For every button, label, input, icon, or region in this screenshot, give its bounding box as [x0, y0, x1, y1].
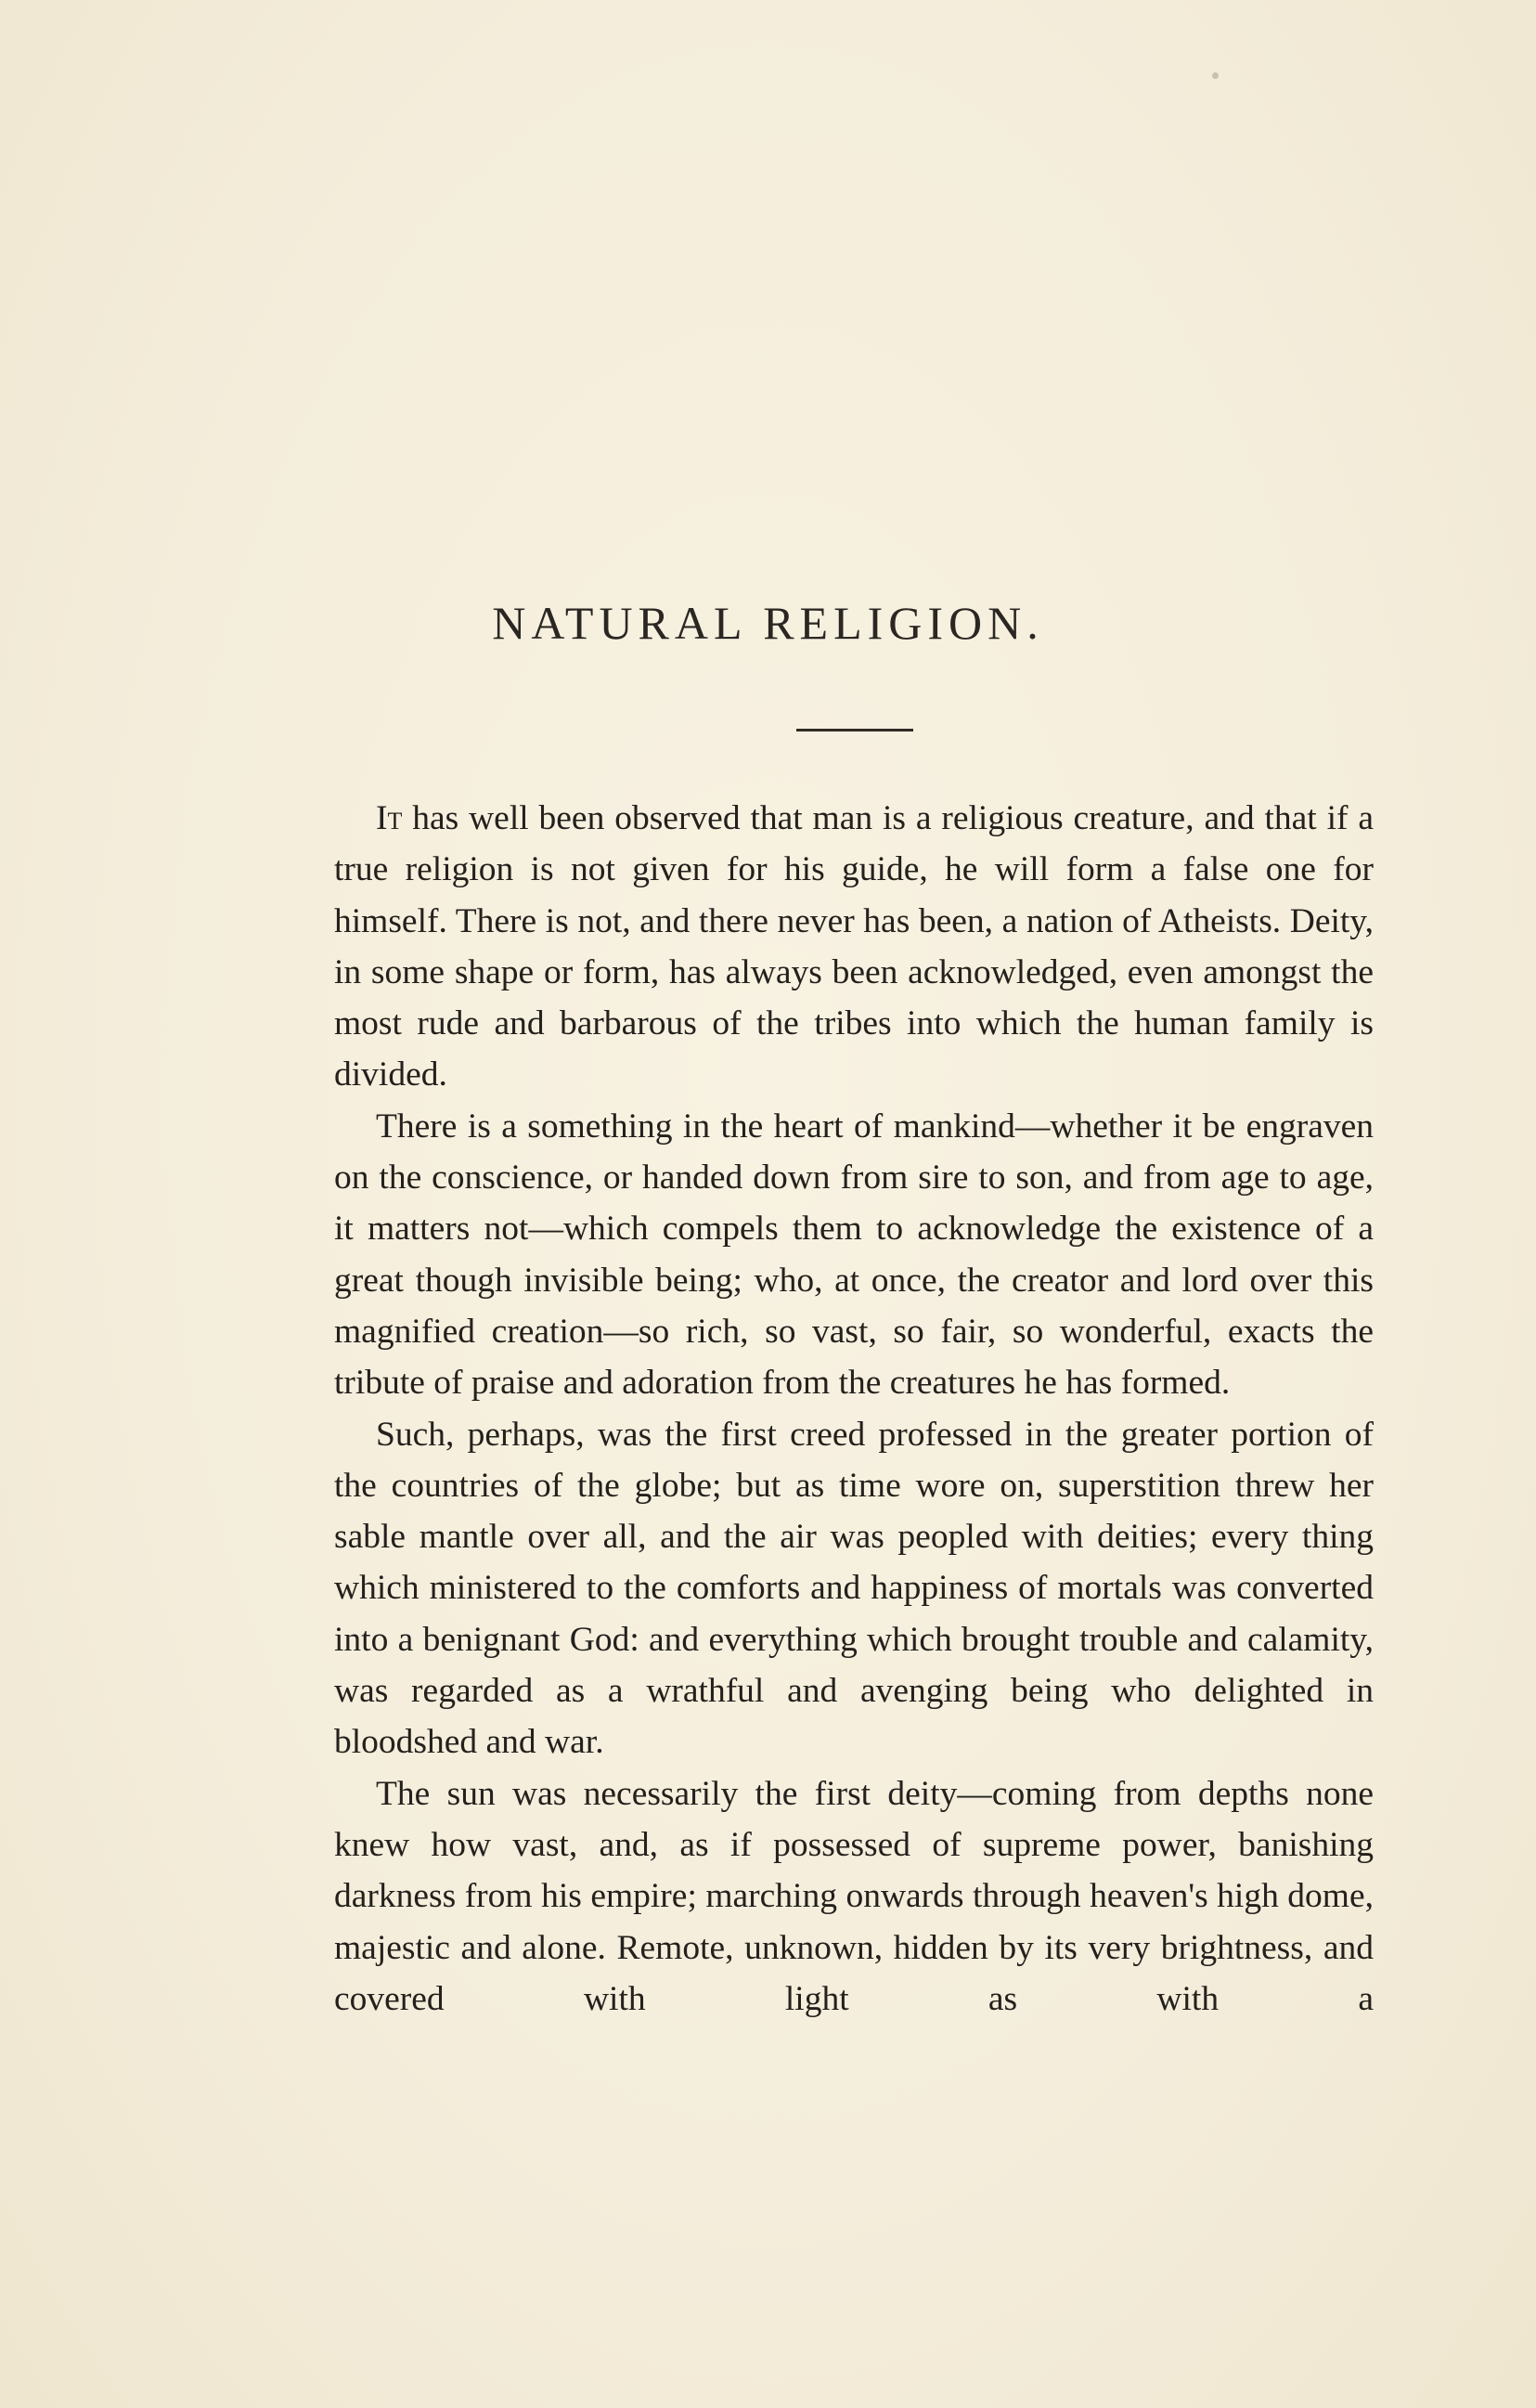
paragraph-3: Such, perhaps, was the first creed professed in the greater portion of the countries of the globe; but as time wore on, superstition threw her sable mantle over all, and the air was peopled with deities; every thing which ministered to the comforts and happiness of mortals was converted into a benignant God: and everything which brought trouble and calamity, was regarded as a wrathful and avenging being who delighted in bloodshed and war.: [334, 1415, 1374, 1762]
paper-speck: [1212, 72, 1219, 79]
paragraph-1-text: has well been observed that man is a religious creature, and that if a true religion is not given for his guide, he will form a false one for himself. There is not, and there never has been, a nation of Atheists. Deity, in some shape or form, has always been acknowledged, even amongst the most rude and barbarous of the tribes into which the human family is divided.: [334, 799, 1374, 1094]
title-rule: [796, 729, 913, 731]
paragraph-1-lead: It: [376, 799, 403, 837]
chapter-title: NATURAL RELIGION.: [492, 597, 1044, 649]
paragraph-4: The sun was necessarily the first deity—coming from depths none knew how vast, and, as if possessed of supreme power, banishing darkness from his empire; marching onwards through heaven's high dome, majestic and alone. Remote, unknown, hidden by its very brightness, and covered with light as with a: [334, 1774, 1374, 2018]
body-text: [334, 793, 1374, 2025]
paragraph-1: [334, 793, 1374, 1101]
paragraph-2: There is a something in the heart of mankind—whether it be engraven on the conscience, or handed down from sire to son, and from age to age, it matters not—which compels them to acknowledge the existence of a great though invisible being; who, at once, the creator and lord over this magnified creation—so rich, so vast, so fair, so wonderful, exacts the tribute of praise and adoration from the creatures he has formed.: [334, 1107, 1374, 1403]
